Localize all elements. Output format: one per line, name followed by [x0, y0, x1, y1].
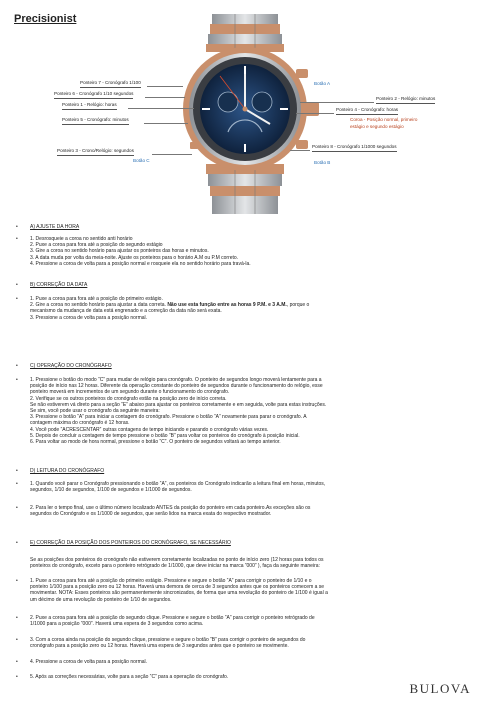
section-c: • C) OPERAÇÃO DO CRONÓGRAFO	[16, 363, 472, 369]
label-botao-c: Botão C	[133, 158, 150, 163]
text-line: Se as posições dos ponteiros do cronógrafo não estiverem corretamente localizadas no ponto de início zero (12 horas para todos os	[30, 557, 324, 563]
label-botao-b: Botão B	[314, 160, 331, 165]
subdial-left	[218, 92, 238, 112]
label-ponteiro-1: Ponteiro 1 - Relógio: horas	[62, 103, 117, 110]
text-line: 3. Com a coroa ainda na posição do segundo clique, pressione e segure o botão “B” para corrigir o ponteiro de segundos do	[30, 637, 306, 643]
subdial-right	[252, 92, 272, 112]
text-line: Se não estiverem vá direto para a seção “E” abaixo para ajustar os ponteiros corretamente e em seguida, volte para estas instruções.	[30, 401, 327, 408]
section-d-heading: D) LEITURA DO CRONÓGRAFO	[30, 468, 105, 474]
text-line: 2. Puxe a coroa para fora até a posição do segundo estágio	[30, 242, 163, 249]
section-e-p2: • 2. Puxe a coroa para fora até a posição do segundo clique. Pressione e segure o botão “A” para corrigir o ponteiro retrógrado de 1/1000 para a posição “000”. Haverá uma espera de 3 segundos como acima.	[16, 615, 472, 627]
text-line: 5. Depois de concluir a contagem de tempo pressione o botão “B” para voltar os ponteiros do cronógrafo à posição inicial.	[30, 432, 300, 439]
text-line: 1. Desrosqueie a coroa no sentido anti horário	[30, 236, 133, 242]
text-line: 1. Pressione o botão do modo “C” para mudar de relógio para cronógrafo. O ponteiro de segundos longo moverá lentamente para a	[30, 377, 322, 383]
text-line: 3. Gire a coroa no sentido horário para ajustar os ponteiros das horas e minutos.	[30, 248, 209, 255]
text-line: ponteiros do cronógrafo, exceto para o ponteiro retrógrado de 1/1000, que deve iniciar na marca “000” ), faça da seguinte maneira:	[30, 563, 320, 570]
label-coroa-1: Coroa - Posição normal, primeiro	[350, 117, 418, 122]
label-ponteiro-2: Ponteiro 2 - Relógio: minutos	[376, 97, 435, 104]
text-line: cronógrafo para a posição zero ou 12 horas. Haverá uma espera de 3 segundos antes que o ponteiro se movimente.	[30, 643, 289, 650]
text-line: 3. Pressione o botão “A” para iniciar a contagem do cronógrafo. Pressione o botão “A” novamente para parar o cronógrafo. A	[30, 414, 307, 421]
section-e-p5: • 5. Após as correções necessárias, volte para a seção “C” para a operação do cronógrafo.	[16, 674, 472, 680]
page-title: Precisionist	[14, 13, 77, 25]
text-line: 1. Puxe a coroa para fora até a posição do primeiro estágio.	[30, 296, 163, 302]
text-line: 2. Verifique se os outros ponteiros do cronógrafo estão na posição zero de início correta.	[30, 395, 227, 402]
section-a-body: • 1. Desrosqueie a coroa no sentido anti horário 2. Puxe a coroa para fora até a posição do segundo estágio 3. Gire a coroa no sentido horário para ajustar os ponteiros das horas e minutos. 3. A data muda por volta da meia-noite. Ajuste os ponteiros para o horário A.M ou P.M correto. 4. Pressione a coroa de volta para a posição normal e rosqueie ela no sentido horário para travá-la.	[16, 236, 472, 267]
label-ponteiro-4: Ponteiro 4 - Cronógrafo: horas	[336, 108, 398, 115]
text-line: 6. Para voltar ao modo de hora normal, pressione o botão “C”. O ponteiro de segundos voltará ao tempo anterior.	[30, 439, 281, 446]
label-ponteiro-7: Ponteiro 7 - Cronógrafo 1/100	[80, 81, 141, 88]
text-line: um décimo de uma revolução do ponteiro de 1/10 de segundos.	[30, 596, 172, 603]
section-c-body: • 1. Pressione o botão do modo “C” para mudar de relógio para cronógrafo. O ponteiro de segundos longo moverá lentamente para a posição de início nas 12 horas. Diferente da operação constante do ponteiro de segundos durante o funcionamento do relógio, esse ponteiro moverá em incrementos de um segundo durante o funcionamento do cronógrafo. 2. Verifique se os outros ponteiros do cronógrafo estão na posição zero de início correta. Se não estiverem vá direto para a seção “E” abaixo para ajustar os ponteiros corretamente e em seguida, volte para estas instruções. Se sim, você pode usar o cronógrafo da seguinte maneira: 3. Pressione o botão “A” para iniciar a contagem do cronógrafo. Pressione o botão “A” novamente para parar o cronógrafo. A contagem máxima do cronógrafo é 12 horas. 4. Você pode “ACRESCENTAR” outras contagens de tempo iniciando e parando o cronógrafo várias vezes. 5. Depois de concluir a contagem de tempo pressione o botão “B” para voltar os ponteiros do cronógrafo à posição inicial. 6. Para voltar ao modo de hora normal, pressione o botão “C”. O ponteiro de segundos voltará ao tempo anterior.	[16, 377, 472, 445]
label-coroa-2: estágio e segundo estágio	[350, 124, 404, 129]
label-ponteiro-6: Ponteiro 6 - Cronógrafo 1/10 segundos	[54, 92, 133, 99]
text-line: 4. Pressione a coroa de volta para a posição normal e rosqueie ela no sentido horário para travá-la.	[30, 260, 251, 267]
section-e-intro	[16, 557, 472, 569]
text-line: 4. Pressione a coroa de volta para a posição normal.	[30, 659, 148, 665]
text-line: 1. Quando você parar o Cronógrafo pressionando o botão “A”, os ponteiros do Cronógrafo indicarão a leitura final em horas, minutos,	[30, 481, 326, 487]
text-line: 4. Você pode “ACRESCENTAR” outras contagens de tempo iniciando e parando o cronógrafo várias vezes.	[30, 426, 269, 433]
text-line: 2. Puxe a coroa para fora até a posição do segundo clique. Pressione e segure o botão “A” para corrigir o ponteiro retrógrado de	[30, 615, 315, 621]
label-botao-a: Botão A	[314, 81, 331, 86]
section-b-body: • 1. Puxe a coroa para fora até a posição do primeiro estágio. 2. Gire a coroa no sentido horário para ajustar a data correta. Não use esta função entre as horas 9 P.M. e 3 A.M., porque o mecanismo da mudança de data está engrenado e a correção da data não será exata. 3. Pressione a coroa de volta para a posição normal.	[16, 296, 472, 321]
crown	[305, 102, 319, 116]
section-a-heading: A) AJUSTE DA HORA	[30, 224, 80, 230]
button-c	[190, 142, 198, 149]
section-b-heading: B) CORREÇÃO DA DATA	[30, 282, 88, 288]
section-e: • E) CORREÇÃO DA POSIÇÃO DOS PONTEIROS DO CRONÓGRAFO, SE NECESSÁRIO	[16, 540, 472, 546]
section-d-p2: • 2. Para ler o tempo final, use o último número localizado ANTES da posição do ponteiro em cada ponteiro.As exceções são os segundos do Cronógrafo e os 1/1000 de segundos, que serão lidos na marca exata do respectivo mostrador.	[16, 505, 472, 517]
section-c-heading: C) OPERAÇÃO DO CRONÓGRAFO	[30, 363, 112, 369]
text-line: 1. Puxe a coroa para fora até a posição do primeiro estágio. Pressione e segure o botão “A” para corrigir o ponteiro de 1/10 e o	[30, 578, 312, 584]
button-b	[296, 140, 308, 149]
section-a: • A) AJUSTE DA HORA	[16, 224, 472, 230]
text-line: segundos do Cronógrafo e os 1/1000 de segundos, que serão lidos na marca exata do respectivo mostrador.	[30, 511, 272, 518]
text-line: 1/1000 para a posição “000”. Haverá uma espera de 3 segundos como acima.	[30, 621, 204, 628]
text-line: 3. A data muda por volta da meia-noite. Ajuste os ponteiros para o horário A.M ou P.M correto.	[30, 254, 239, 261]
section-b: • B) CORREÇÃO DA DATA	[16, 282, 472, 288]
section-e-p4: • 4. Pressione a coroa de volta para a posição normal.	[16, 659, 472, 665]
text-line: 5. Após as correções necessárias, volte para a seção “C” para a operação do cronógrafo.	[30, 674, 229, 680]
section-d-p1: • 1. Quando você parar o Cronógrafo pressionando o botão “A”, os ponteiros do Cronógrafo indicarão a leitura final em horas, minutos, segundos, 1/10 de segundos, 1/100 de segundos e 1/1000 de segundos.	[16, 481, 472, 493]
label-ponteiro-5: Ponteiro 5 - Cronógrafo: minutos	[62, 118, 129, 125]
text-line: posição de início nas 12 horas. Diferente da operação constante do ponteiro de segundos durante o funcionamento do relógio, esse	[30, 383, 323, 390]
text-line: 2. Gire a coroa no sentido horário para ajustar a data correta. Não use esta função entre as horas 9 P.M. e 3 A.M., porque o	[30, 302, 310, 309]
section-e-p1: • 1. Puxe a coroa para fora até a posição do primeiro estágio. Pressione e segure o botão “A” para corrigir o ponteiro de 1/10 e o ponteiro 1/100 para a posição zero ou 12 horas. Haverá uma demora de cerca de 3 segundos antes que os ponteiros comecem a se movimentar. NOTA: Esses ponteiros são permanentemente sincronizados, de forma que uma revolução do ponteiro de 1/100 é igual a um décimo de uma revolução do ponteiro de 1/10 de segundos.	[16, 578, 472, 603]
label-ponteiro-8: Ponteiro 8 - Cronógrafo 1/1000 segundos	[312, 145, 397, 152]
text-line: Se sim, você pode usar o cronógrafo da seguinte maneira:	[30, 408, 160, 415]
text-line: ponteiro 1/100 para a posição zero ou 12 horas. Haverá uma demora de cerca de 3 segundos antes que os ponteiros comecem a se	[30, 584, 325, 591]
section-e-heading: E) CORREÇÃO DA POSIÇÃO DOS PONTEIROS DO CRONÓGRAFO, SE NECESSÁRIO	[30, 540, 231, 546]
button-a	[296, 69, 308, 78]
section-e-p3: • 3. Com a coroa ainda na posição do segundo clique, pressione e segure o botão “B” para corrigir o ponteiro de segundos do cronógrafo para a posição zero ou 12 horas. Haverá uma espera de 3 segundos antes que o ponteiro se movimente.	[16, 637, 472, 649]
brand-logo: BULOVA	[409, 681, 471, 696]
section-d: • D) LEITURA DO CRONÓGRAFO	[16, 468, 472, 474]
text-line: 2. Para ler o tempo final, use o último número localizado ANTES da posição do ponteiro em cada ponteiro.As exceções são os	[30, 505, 311, 511]
text-line: 3. Pressione a coroa de volta para a posição normal.	[30, 314, 148, 321]
text-line: segundos, 1/10 de segundos, 1/100 de segundos e 1/1000 de segundos.	[30, 487, 192, 494]
text-line: movimentar. NOTA: Esses ponteiros são permanentemente sincronizados, de forma que uma revolução do ponteiro de 1/100 é igual a	[30, 590, 328, 597]
text-line: mecanismo da mudança de data está engrenado e a correção da data não será exata.	[30, 308, 222, 315]
text-line: contagem máxima do cronógrafo é 12 horas.	[30, 420, 130, 427]
bracelet-top	[206, 14, 284, 52]
text-line: ponteiro moverá em incrementos de um segundo durante o funcionamento do cronógrafo.	[30, 389, 230, 396]
watch-illustration	[150, 14, 340, 214]
bracelet-bottom	[206, 164, 284, 214]
label-ponteiro-3: Ponteiro 3 - Crono/Relógio: segundos	[57, 149, 134, 156]
